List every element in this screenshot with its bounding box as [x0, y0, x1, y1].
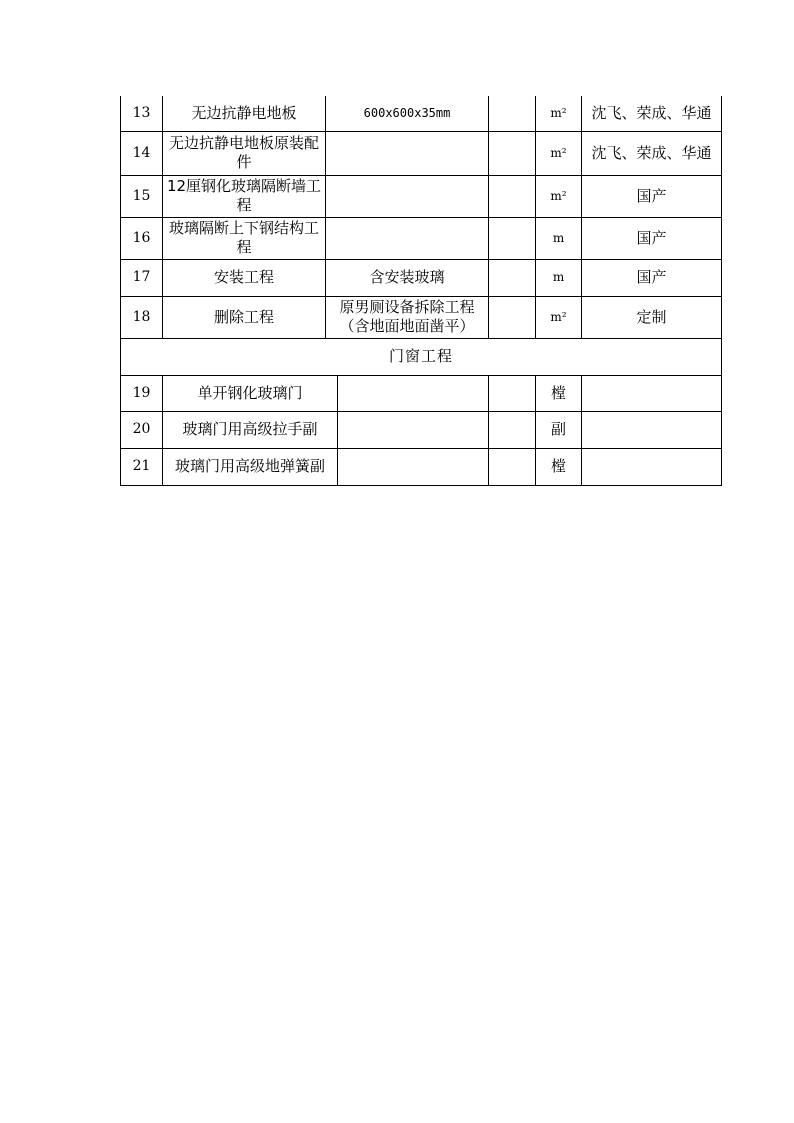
item-name: 安装工程: [163, 259, 326, 296]
table-row: [121, 448, 722, 485]
item-brand: [582, 411, 722, 448]
table-row: [121, 375, 722, 411]
item-spec: 原男厕设备拆除工程（含地面地面凿平）: [326, 296, 489, 338]
quantity-cell: [489, 259, 536, 296]
materials-table: [120, 96, 722, 486]
item-brand: [582, 375, 722, 411]
table-row: [121, 131, 722, 175]
item-unit: m²: [536, 131, 582, 175]
item-unit: 副: [536, 411, 582, 448]
row-number: 15: [121, 175, 163, 217]
item-brand: [582, 448, 722, 485]
item-spec: [338, 448, 489, 485]
item-name: 无边抗静电地板原装配件: [163, 131, 326, 175]
table-row: [121, 296, 722, 338]
item-spec: [338, 411, 489, 448]
row-number: 20: [121, 411, 163, 448]
item-brand: 国产: [582, 217, 722, 259]
section-row: [121, 338, 722, 375]
table-row: [121, 411, 722, 448]
quantity-cell: [489, 375, 536, 411]
item-spec: [338, 375, 489, 411]
item-name: 玻璃门用高级地弹簧副: [163, 448, 338, 485]
table-row: [121, 96, 722, 131]
table-row: [121, 217, 722, 259]
quantity-cell: [489, 217, 536, 259]
item-name: 12厘钢化玻璃隔断墙工程: [163, 175, 326, 217]
item-unit: m: [536, 259, 582, 296]
item-spec: [326, 131, 489, 175]
item-brand: 沈飞、荣成、华通: [582, 96, 722, 131]
item-name: 单开钢化玻璃门: [163, 375, 338, 411]
quantity-cell: [489, 448, 536, 485]
row-number: 18: [121, 296, 163, 338]
row-number: 21: [121, 448, 163, 485]
item-name: 玻璃隔断上下钢结构工程: [163, 217, 326, 259]
quantity-cell: [489, 411, 536, 448]
item-brand: 沈飞、荣成、华通: [582, 131, 722, 175]
quantity-cell: [489, 175, 536, 217]
quantity-cell: [489, 96, 536, 131]
item-unit: 樘: [536, 375, 582, 411]
item-spec: [326, 175, 489, 217]
quantity-cell: [489, 131, 536, 175]
item-brand: 定制: [582, 296, 722, 338]
item-spec: 600x600x35mm: [326, 96, 489, 131]
item-unit: m²: [536, 175, 582, 217]
row-number: 17: [121, 259, 163, 296]
row-number: 14: [121, 131, 163, 175]
quantity-cell: [489, 296, 536, 338]
row-number: 16: [121, 217, 163, 259]
item-unit: m²: [536, 96, 582, 131]
item-spec: [326, 217, 489, 259]
item-brand: 国产: [582, 259, 722, 296]
item-spec: 含安装玻璃: [326, 259, 489, 296]
row-number: 19: [121, 375, 163, 411]
item-name: 玻璃门用高级拉手副: [163, 411, 338, 448]
item-unit: m²: [536, 296, 582, 338]
item-unit: 樘: [536, 448, 582, 485]
row-number: 13: [121, 96, 163, 131]
item-name: 删除工程: [163, 296, 326, 338]
item-name: 无边抗静电地板: [163, 96, 326, 131]
table-row: [121, 259, 722, 296]
table-row: [121, 175, 722, 217]
item-brand: 国产: [582, 175, 722, 217]
item-unit: m: [536, 217, 582, 259]
section-title: 门窗工程: [121, 338, 722, 375]
